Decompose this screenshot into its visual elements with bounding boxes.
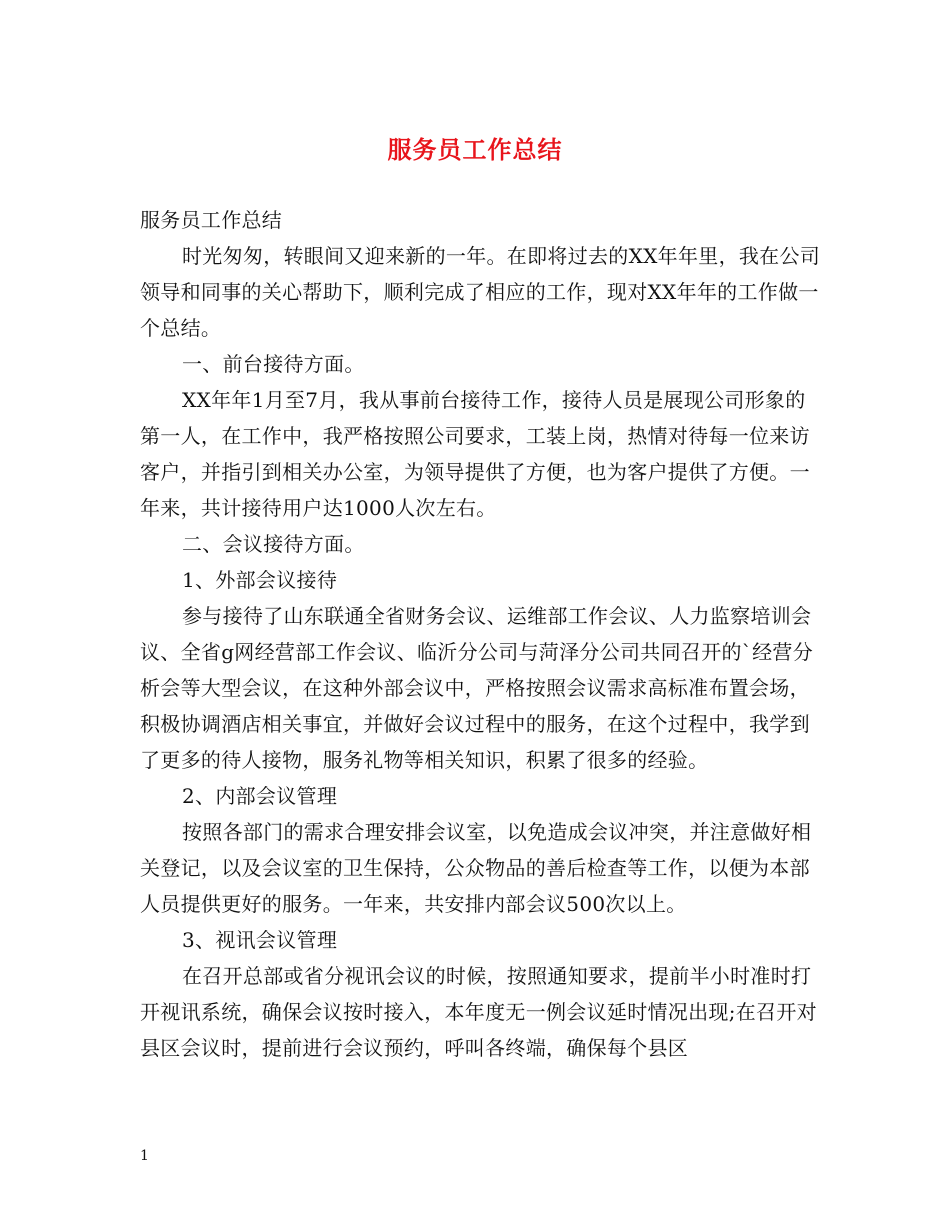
page-number: 1 [140,1148,149,1164]
document-title: 服务员工作总结 [387,135,563,164]
document-body [140,202,822,1066]
paragraph: XX年年1月至7月，我从事前台接待工作，接待人员是展现公司形象的第一人，在工作中，我严格按照公司要求，工装上岗，热情对待每一位来访客户，并指引到相关办公室，为领导提供了方便，也为客户提供了方便。一年来，共计接待用户达1000人次左右。 [140,388,810,520]
paragraph: 时光匆匆，转眼间又迎来新的一年。在即将过去的XX年年里，我在公司领导和同事的关心帮助下，顺利完成了相应的工作，现对XX年年的工作做一个总结。 [140,244,821,340]
paragraph: 按照各部门的需求合理安排会议室，以免造成会议冲突，并注意做好相关登记，以及会议室的卫生保持，公众物品的善后检查等工作，以便为本部人员提供更好的服务。一年来，共安排内部会议500次以上。 [140,820,812,916]
body-heading: 服务员工作总结 [140,208,283,232]
paragraph: 一、前台接待方面。 [182,352,365,376]
paragraph: 在召开总部或省分视讯会议的时候，按照通知要求，提前半小时准时打开视讯系统，确保会议按时接入，本年度无一例会议延时情况出现;在召开对县区会议时，提前进行会议预约，呼叫各终端，确保每个县区 [140,964,817,1060]
paragraph: 二、会议接待方面。 [182,532,365,556]
paragraph: 参与接待了山东联通全省财务会议、运维部工作会议、人力监察培训会议、全省g网经营部工作会议、临沂分公司与菏泽分公司共同召开的`经营分析会等大型会议，在这种外部会议中，严格按照会议需求高标准布置会场，积极协调酒店相关事宜，并做好会议过程中的服务，在这个过程中，我学到了更多的待人接物，服务礼物等相关知识，积累了很多的经验。 [140,604,814,772]
paragraph: 1、外部会议接待 [182,568,338,592]
paragraph: 2、内部会议管理 [182,784,338,808]
paragraph: 3、视讯会议管理 [182,928,338,952]
